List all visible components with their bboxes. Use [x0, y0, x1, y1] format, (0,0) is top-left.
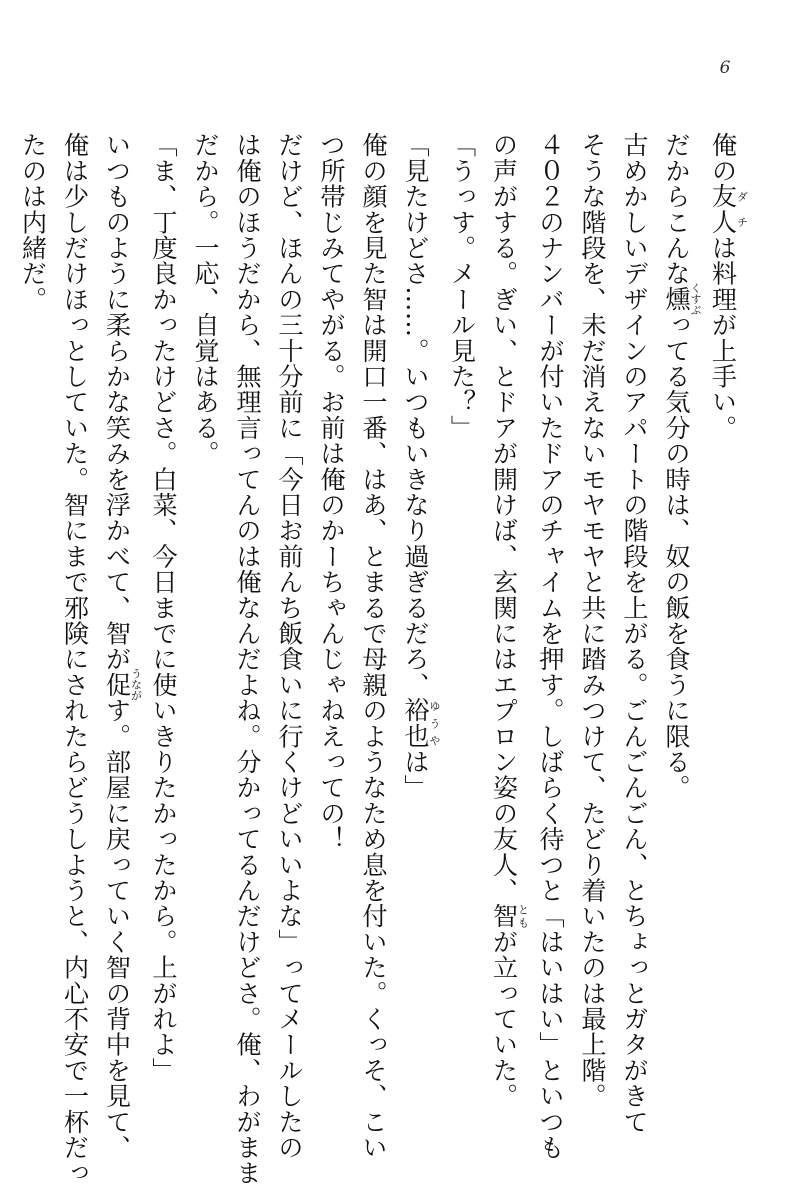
text-segment: 「うっす。メール見た？」 [447, 132, 477, 441]
text-segment: 古めかしいデザインのアパートの階段を上がる。ごんごんごん、とちょっとガタがきて [620, 132, 649, 1135]
text-line [184, 132, 226, 1072]
text-line [268, 132, 310, 1160]
furigana-reading: くすぶ [689, 282, 702, 316]
text-segment: 俺は少しだけほっとしていた。智にまで邪険にされたらどうしようと、内心不安で一杯だっ [60, 132, 90, 1186]
ruby-annotated-word: 燻くすぶ [662, 282, 702, 316]
text-segment: つ所帯じみてやがる。お前は俺のかーちゃんじゃねえっての！ [317, 132, 346, 852]
text-segment: ４０２のナンバーが付いたドアのチャイムを押す。しばらく待つと「はいはい」といつも [536, 132, 565, 1160]
ruby-annotated-word: 裕也ゆうや [401, 697, 441, 749]
text-line [613, 132, 655, 1135]
text-line [12, 132, 54, 1072]
text-segment: が立っていた。 [489, 928, 519, 1109]
text-segment: は俺のほうだから、無理言ってんのは俺なんだよね。分かってるんだけどさ。俺、わがまま [233, 132, 262, 1186]
furigana-reading: うなが [129, 668, 143, 702]
text-segment: の声がする。ぎい、とドアが開けば、玄関にはエプロン姿の友人、 [489, 132, 519, 903]
text-line [529, 132, 571, 1160]
furigana-reading: とも [516, 903, 530, 929]
text-line [394, 132, 441, 1072]
text-segment: いつものように柔らかな笑みを浮かべて、智が [102, 132, 132, 672]
vertical-text-body [18, 132, 749, 1186]
text-line [142, 132, 184, 1083]
text-line [483, 132, 530, 1109]
ruby-annotated-word: 智とも [489, 903, 530, 929]
text-segment: 俺の [708, 132, 738, 184]
text-segment: す。部屋に戻っていく智の背中を見て、 [102, 697, 132, 1161]
ruby-annotated-word: 促うなが [102, 668, 143, 702]
text-segment: そうな階段を、未だ消えないモヤモヤと共に踏みつけて、たどり着いたのは最上階。 [578, 132, 607, 1109]
text-line [226, 132, 268, 1186]
text-segment: は料理が上手い。 [708, 234, 738, 441]
text-line [310, 132, 352, 1072]
text-line [655, 132, 702, 1072]
text-segment: ってる気分の時は、奴の飯を食うに限る。 [662, 311, 691, 801]
text-segment: 俺の顔を見た智は開口一番、はあ、とまるで母親のようなため息を付いた。くっそ、こい [359, 132, 388, 1160]
furigana-reading: ダチ [735, 183, 749, 235]
text-line [702, 132, 749, 1072]
text-segment: は」 [401, 748, 430, 801]
text-segment: だから。一応、自覚はある。 [191, 132, 220, 467]
text-segment: たのは内緒だ。 [18, 132, 48, 312]
ruby-annotated-word: 友人ダチ [708, 183, 749, 235]
text-line [441, 132, 483, 1072]
text-line [352, 132, 394, 1160]
text-segment: 「見たけどさ……。いつもいきなり過ぎるだろ、 [401, 132, 430, 698]
furigana-reading: ゆうや [428, 697, 441, 749]
text-segment: だからこんな [662, 132, 691, 287]
text-line [54, 132, 96, 1186]
text-line [571, 132, 613, 1109]
text-line [96, 132, 143, 1161]
text-segment: 「ま、丁度良かったけどさ。白菜、今日までに使いきりたかったから。上がれよ」 [149, 132, 178, 1083]
text-segment: だけど、ほんの三十分前に「今日お前んち飯食いに行くけどいいよな」ってメールしたの [275, 132, 304, 1160]
page-number: 6 [719, 58, 731, 78]
